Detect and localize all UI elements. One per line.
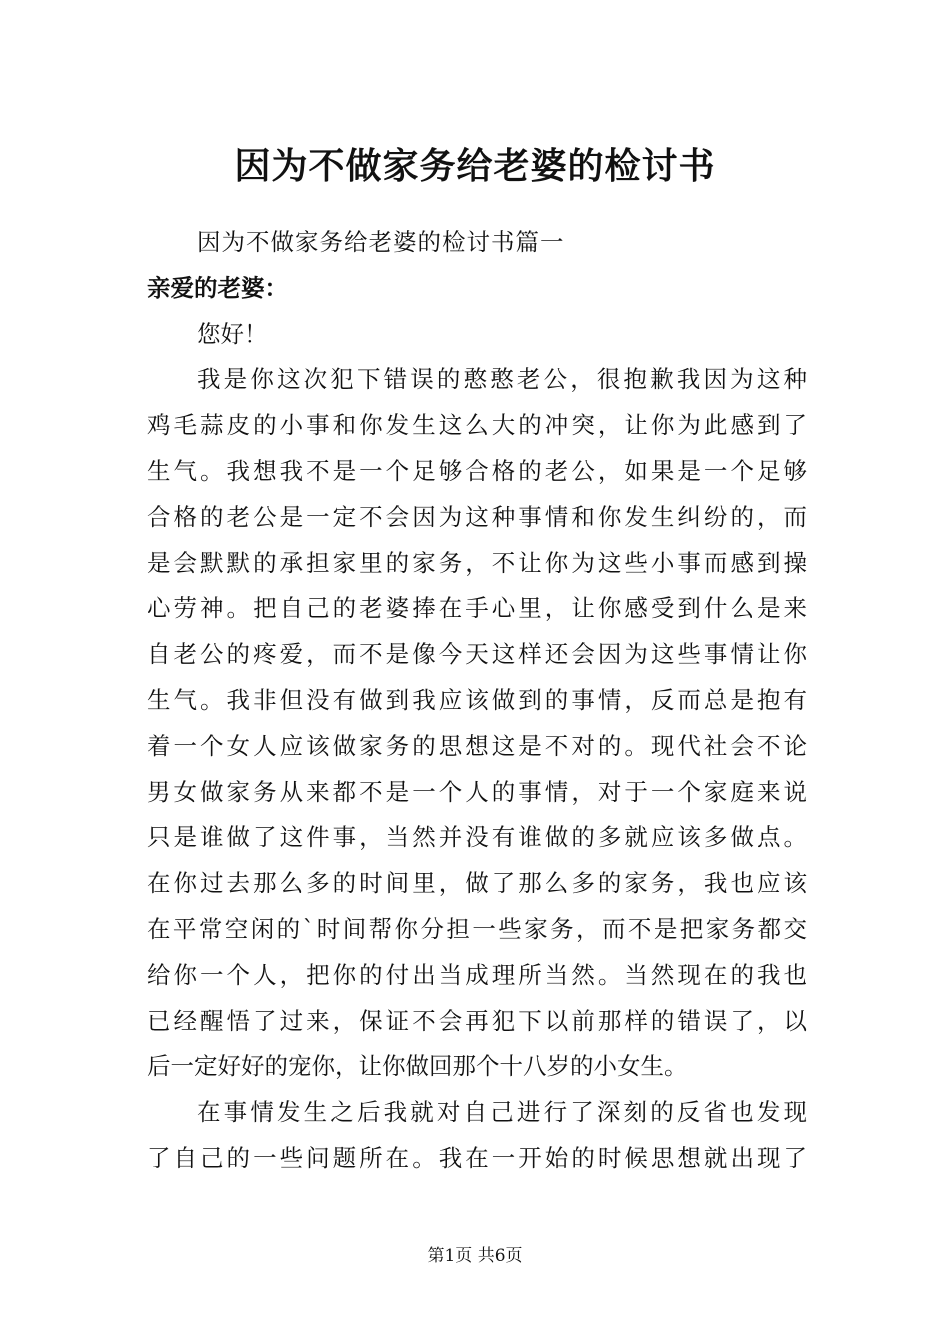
paragraph-line: 心劳神。把自己的老婆捧在手心里，让你感受到什么是来 (147, 594, 807, 623)
paragraph-line: 鸡毛蒜皮的小事和你发生这么大的冲突，让你为此感到了 (147, 411, 807, 440)
paragraph-line: 在平常空闲的`时间帮你分担一些家务，而不是把家务都交 (147, 914, 807, 943)
paragraph-line: 是会默默的承担家里的家务，不让你为这些小事而感到操 (147, 548, 807, 577)
salutation: 亲爱的老婆： (147, 273, 288, 302)
page-footer: 第1页 共6页 (427, 1246, 523, 1266)
paragraph-line: 了自己的一些问题所在。我在一开始的时候思想就出现了 (147, 1143, 807, 1172)
document-title: 因为不做家务给老婆的检讨书 (234, 145, 716, 187)
section-subtitle: 因为不做家务给老婆的检讨书篇一 (197, 228, 565, 256)
paragraph-line: 给你一个人，把你的付出当成理所当然。当然现在的我也 (147, 960, 807, 989)
paragraph-1 (147, 357, 807, 1090)
paragraph-line: 自老公的疼爱，而不是像今天这样还会因为这些事情让你 (147, 640, 807, 669)
greeting: 您好！ (197, 319, 268, 348)
paragraph-line: 生气。我非但没有做到我应该做到的事情，反而总是抱有 (147, 685, 807, 714)
paragraph-line: 只是谁做了这件事，当然并没有谁做的多就应该多做点。 (147, 823, 807, 852)
paragraph-line: 在事情发生之后我就对自己进行了深刻的反省也发现 (197, 1098, 807, 1127)
paragraph-line: 合格的老公是一定不会因为这种事情和你发生纠纷的，而 (147, 502, 807, 531)
paragraph-line: 后一定好好的宠你，让你做回那个十八岁的小女生。 (147, 1052, 688, 1081)
paragraph-2 (147, 1090, 807, 1182)
paragraph-line: 在你过去那么多的时间里，做了那么多的家务，我也应该 (147, 869, 807, 898)
paragraph-line: 已经醒悟了过来，保证不会再犯下以前那样的错误了，以 (147, 1006, 807, 1035)
paragraph-line: 着一个女人应该做家务的思想这是不对的。现代社会不论 (147, 731, 807, 760)
paragraph-line: 我是你这次犯下错误的憨憨老公，很抱歉我因为这种 (197, 365, 807, 394)
document-body (147, 220, 807, 1182)
paragraph-line: 男女做家务从来都不是一个人的事情，对于一个家庭来说 (147, 777, 807, 806)
paragraph-line: 生气。我想我不是一个足够合格的老公，如果是一个足够 (147, 456, 807, 485)
